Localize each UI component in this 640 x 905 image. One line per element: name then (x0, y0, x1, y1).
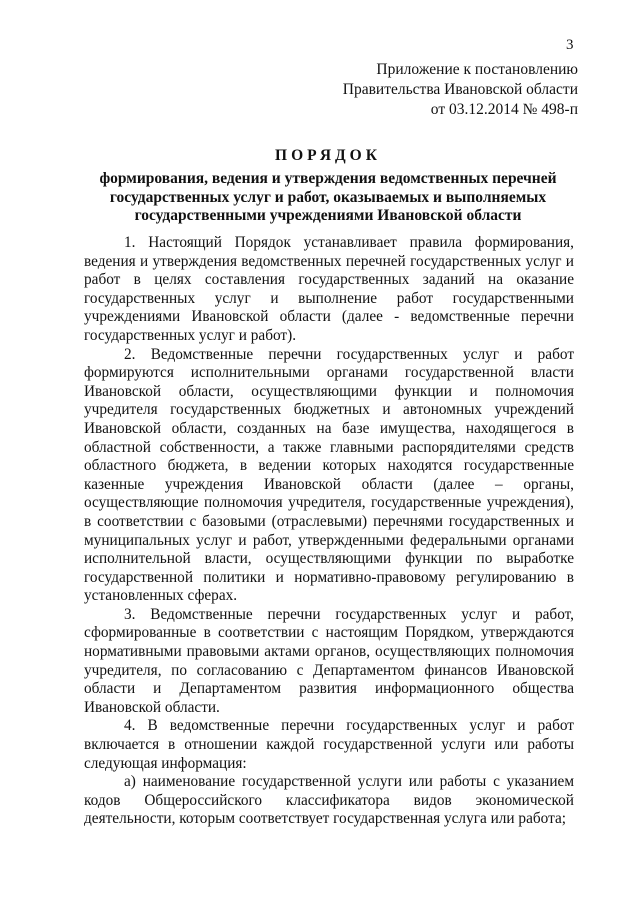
paragraph-2 (84, 346, 574, 606)
paragraph-line: следующая информация: (84, 754, 247, 772)
paragraph-line: включается в отношении каждой государственной услуги или работы (84, 736, 574, 754)
document-body (84, 234, 574, 829)
paragraph-line: 3. Ведомственные перечни государственных услуг и работ, (124, 605, 574, 623)
paragraph-line: ведения и утверждения ведомственных перечней государственных услуг и (84, 252, 574, 270)
paragraph-line: 2. Ведомственные перечни государственных услуг и работ (124, 345, 574, 363)
paragraph-line: а) наименование государственной услуги или работы с указанием (124, 773, 574, 791)
document-heading (78, 146, 578, 226)
paragraph-line: исполнительной власти, осуществляющими функции по выработке (84, 550, 574, 568)
document-subtitle-line-2: государственных услуг и работ, оказываемых и выполняемых (109, 188, 547, 206)
paragraph-line: государственных услуг и выполнение работ государственными (84, 289, 574, 307)
paragraph-line: деятельности, которым соответствует государственная услуга или работа; (84, 810, 567, 828)
paragraph-line: сформированные в соответствии с настоящим Порядком, утверждаются (84, 624, 574, 642)
paragraph-line: Ивановской области, осуществляющими функции и полномочия (84, 382, 574, 400)
paragraph-line: работ в целях составления государственных заданий на оказание (84, 271, 574, 289)
document-subtitle-line-1: формирования, ведения и утверждения ведомственных перечней (99, 170, 557, 187)
paragraph-line: нормативными правовыми актами органов, осуществляющих полномочия (84, 643, 574, 661)
paragraph-line: осуществляющие полномочия учредителя, государственные учреждения), (84, 494, 574, 512)
paragraph-line: казенные учреждения Ивановской области (далее – органы, (84, 475, 574, 493)
paragraph-1 (84, 234, 574, 346)
paragraph-line: Ивановской области. (84, 698, 220, 716)
paragraph-line: в соответствии с базовыми (отраслевыми) перечнями государственных и (84, 512, 574, 530)
appendix-line-2: Правительства Ивановской области (342, 81, 578, 98)
paragraph-line: формируются исполнительными органами государственной власти (84, 364, 574, 382)
paragraph-5 (84, 773, 574, 829)
paragraph-line: областной собственности, а также главными распорядителями средств (84, 438, 574, 456)
paragraph-line: учреждениями Ивановской области (далее - ведомственные перечни (84, 308, 574, 326)
paragraph-line: муниципальных услуг и работ, утвержденными федеральными органами (84, 531, 574, 549)
appendix-note (343, 60, 578, 120)
paragraph-line: областного бюджета, в ведении которых находятся государственные (84, 457, 574, 475)
paragraph-line: кодов Общероссийского классификатора видов экономической (84, 791, 574, 809)
paragraph-3 (84, 606, 574, 718)
paragraph-line: учредителя государственных бюджетных и автономных учреждений (84, 401, 574, 419)
paragraph-line: установленных сферах. (84, 587, 238, 605)
paragraph-4 (84, 717, 574, 773)
paragraph-line: 4. В ведомственные перечни государственных услуг и работ (124, 717, 574, 735)
document-title: ПОРЯДОК (275, 147, 381, 164)
page-number: 3 (566, 37, 574, 53)
appendix-line-3: от 03.12.2014 № 498-п (430, 101, 578, 118)
paragraph-line: государственных услуг и работ). (84, 326, 297, 344)
paragraph-line: государственной политики и нормативно-правовому регулированию в (84, 568, 574, 586)
document-subtitle-line-3: государственными учреждениями Ивановской области (134, 207, 522, 224)
paragraph-line: области и Департаментом развития информационного общества (84, 680, 574, 698)
paragraph-line: 1. Настоящий Порядок устанавливает правила формирования, (124, 234, 574, 251)
appendix-line-1: Приложение к постановлению (376, 61, 578, 78)
paragraph-line: Ивановской области, созданных на базе имущества, находящегося в (84, 419, 574, 437)
paragraph-line: учредителя, по согласованию с Департаментом финансов Ивановской (84, 661, 574, 679)
